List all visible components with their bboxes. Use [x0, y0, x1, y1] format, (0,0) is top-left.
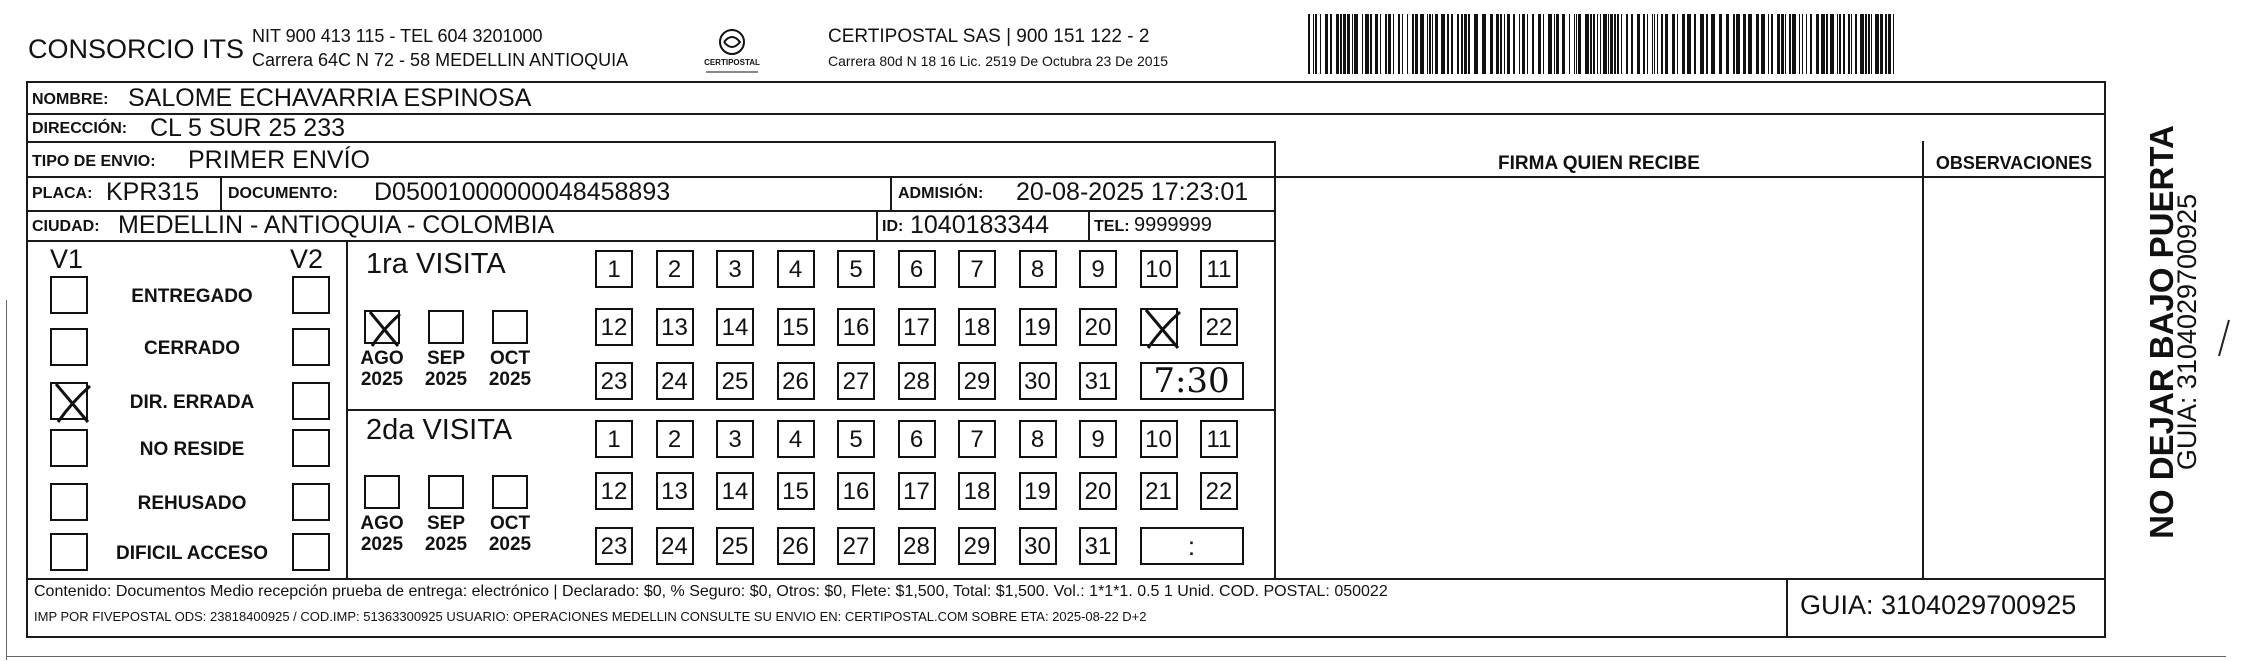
barcode-bar: [1554, 14, 1555, 74]
first-day-box[interactable]: 8: [1019, 250, 1057, 288]
row-sep-footer: [26, 578, 2106, 580]
barcode-bar: [1315, 14, 1317, 74]
status-label: REHUSADO: [137, 493, 247, 514]
month-name: OCT: [489, 513, 531, 534]
barcode-bar: [1365, 14, 1369, 74]
admision-label: ADMISIÓN:: [898, 185, 984, 202]
barcode-bar: [1398, 14, 1400, 74]
barcode-bar: [1474, 14, 1478, 74]
nombre-value: SALOME ECHAVARRIA ESPINOSA: [128, 84, 532, 112]
first-month-label: [421, 348, 471, 390]
barcode-bar: [1687, 14, 1691, 74]
barcode-bar: [1839, 14, 1841, 74]
second-day-box[interactable]: 10: [1140, 420, 1178, 458]
second-month-checkbox[interactable]: [364, 475, 400, 509]
second-day-box[interactable]: 7: [958, 420, 996, 458]
first-day-box[interactable]: 19: [1019, 308, 1057, 346]
barcode-bar: [1538, 14, 1541, 74]
barcode-bar: [1504, 14, 1505, 74]
barcode-bar: [1661, 14, 1663, 74]
barcode-bar: [1672, 14, 1675, 74]
first-day-box[interactable]: 2: [656, 250, 694, 288]
barcode-bar: [1548, 14, 1552, 74]
barcode-bar: [1837, 14, 1838, 74]
admision-value: 20-08-2025 17:23:01: [1016, 178, 1249, 206]
barcode-bar: [1603, 14, 1607, 74]
footer-imp: IMP POR FIVEPOSTAL ODS: 23818400925 / COD.IMP: 51363300925 USUARIO: OPERACIONES MEDELLIN CONSULTE SU ENVIO EN: CERTIPOSTAL.COM SOBRE ETA: 2025-08-22 D+2: [34, 609, 1147, 624]
barcode-bar: [1733, 14, 1735, 74]
barcode-bar: [1781, 14, 1784, 74]
second-month-label: [357, 513, 407, 555]
barcode-bar: [1574, 14, 1575, 74]
barcode-bar: [1830, 14, 1834, 74]
v2-checkbox[interactable]: [292, 276, 330, 314]
barcode-bar: [1665, 14, 1668, 74]
second-day-box[interactable]: 20: [1079, 472, 1117, 510]
first-day-box[interactable]: 1: [595, 250, 633, 288]
barcode-bar: [1768, 14, 1769, 74]
second-month-checkbox[interactable]: [492, 475, 528, 509]
barcode-bar: [1336, 14, 1339, 74]
company-nit: NIT 900 413 115 - TEL 604 3201000: [252, 26, 543, 46]
month-year: 2025: [488, 534, 532, 555]
barcode-bar: [1799, 14, 1800, 74]
first-day-box[interactable]: 9: [1079, 250, 1117, 288]
second-day-box[interactable]: 16: [837, 472, 875, 510]
barcode-bar: [1621, 14, 1622, 74]
barcode-bar: [1843, 14, 1845, 74]
second-day-box[interactable]: 2: [656, 420, 694, 458]
first-day-box[interactable]: 23: [595, 362, 633, 400]
row-sep-5: [26, 240, 1274, 242]
second-day-box[interactable]: 17: [898, 472, 936, 510]
certipostal-logo: [702, 26, 762, 82]
frame-left: [26, 81, 28, 638]
barcode-bar: [1354, 14, 1358, 74]
second-day-box[interactable]: 22: [1200, 472, 1238, 510]
barcode-bar: [1694, 14, 1696, 74]
barcode-bar: [1706, 14, 1708, 74]
v1-checkbox[interactable]: [50, 483, 88, 521]
barcode-bar: [1380, 14, 1381, 74]
second-day-box[interactable]: 24: [656, 527, 694, 565]
frame-right: [2104, 81, 2106, 638]
barcode-bar: [1617, 14, 1619, 74]
v2-checkbox[interactable]: [292, 533, 330, 571]
carrier-address: Carrera 80d N 18 16 Lic. 2519 De Octubra 23 De 2015: [828, 53, 1169, 69]
first-time-box[interactable]: 7:30: [1140, 362, 1244, 400]
barcode-bar: [1519, 14, 1520, 74]
barcode-bar: [1816, 14, 1819, 74]
barcode-bar: [1420, 14, 1424, 74]
barcode-bar: [1826, 14, 1828, 74]
barcode-bar: [1447, 14, 1449, 74]
second-day-box[interactable]: 27: [837, 527, 875, 565]
second-day-box[interactable]: 9: [1079, 420, 1117, 458]
id-label: ID:: [882, 218, 904, 235]
footer-contenido: Contenido: Documentos Medio recepción prueba de entrega: electrónico | Declarado: $0, % Seguro: $0, Otros: $0, Flete: $1,500, Total: $1,500. Vol.: 1*1*1. 0.5 1 Unid. COD. POSTAL: 050022: [34, 583, 1388, 600]
barcode-bar: [1427, 14, 1428, 74]
first-day-box[interactable]: 7: [958, 250, 996, 288]
barcode-bar: [1654, 14, 1655, 74]
barcode-bar: [1600, 14, 1601, 74]
company-address: Carrera 64C N 72 - 58 MEDELLIN ANTIOQUIA: [252, 50, 629, 70]
v2-checkbox[interactable]: [292, 382, 330, 420]
second-month-checkbox[interactable]: [428, 475, 464, 509]
barcode-bar: [1432, 14, 1433, 74]
second-day-box[interactable]: 4: [777, 420, 815, 458]
barcode-bar: [1593, 14, 1595, 74]
second-day-box[interactable]: 15: [777, 472, 815, 510]
barcode-bar: [1711, 14, 1715, 74]
first-day-box[interactable]: 13: [656, 308, 694, 346]
v2-checkbox[interactable]: [292, 483, 330, 521]
status-label: ENTREGADO: [131, 286, 253, 307]
barcode-bar: [1556, 14, 1559, 74]
v2-checkbox[interactable]: [292, 328, 330, 366]
barcode-bar: [1451, 14, 1453, 74]
second-day-box[interactable]: 18: [958, 472, 996, 510]
second-day-box[interactable]: 30: [1019, 527, 1057, 565]
month-year: 2025: [488, 369, 532, 390]
observaciones-header: OBSERVACIONES: [1935, 153, 2093, 173]
barcode-bar: [1362, 14, 1363, 74]
barcode-bar: [1457, 14, 1459, 74]
first-day-box[interactable]: [1140, 308, 1178, 346]
month-name: SEP: [426, 348, 466, 369]
side-notice: NO DEJAR BAJO PUERTA: [2143, 125, 2180, 539]
barcode-bar: [1610, 14, 1613, 74]
first-day-box[interactable]: 5: [837, 250, 875, 288]
second-day-box[interactable]: 28: [898, 527, 936, 565]
ciudad-label: CIUDAD:: [32, 218, 100, 235]
barcode-bar: [1855, 14, 1857, 74]
logo-text: CERTIPOSTAL: [704, 58, 760, 67]
barcode-bar: [1821, 14, 1825, 74]
second-day-box[interactable]: 14: [716, 472, 754, 510]
second-day-box[interactable]: 1: [595, 420, 633, 458]
barcode-bar: [1789, 14, 1791, 74]
barcode-bar: [1647, 14, 1648, 74]
month-name: AGO: [360, 348, 404, 369]
second-day-box[interactable]: 8: [1019, 420, 1057, 458]
barcode-bar: [1441, 14, 1445, 74]
barcode-bar: [1652, 14, 1653, 74]
placa-value: KPR315: [106, 178, 200, 206]
barcode-bar: [1631, 14, 1633, 74]
second-day-box[interactable]: 19: [1019, 472, 1057, 510]
barcode-bar: [1496, 14, 1499, 74]
barcode-bar: [1851, 14, 1852, 74]
barcode-bar: [1865, 14, 1867, 74]
nombre-label: NOMBRE:: [32, 91, 109, 108]
ciudad-value: MEDELLIN - ANTIOQUIA - COLOMBIA: [118, 211, 555, 239]
v2-header: V2: [290, 244, 324, 274]
barcode-bar: [1682, 14, 1685, 74]
barcode-bar: [1464, 14, 1467, 74]
barcode-bar: [1777, 14, 1780, 74]
first-day-box[interactable]: 31: [1079, 362, 1117, 400]
footer-guia: GUIA: 3104029700925: [1800, 590, 2077, 620]
barcode-bar: [1860, 14, 1864, 74]
first-day-box[interactable]: 20: [1079, 308, 1117, 346]
barcode-bar: [1743, 14, 1746, 74]
scan-edge-left: [6, 300, 7, 660]
first-month-label: [485, 348, 535, 390]
barcode-bar: [1461, 14, 1463, 74]
first-day-box[interactable]: 16: [837, 308, 875, 346]
barcode-bar: [1532, 14, 1534, 74]
barcode-bar: [1802, 14, 1803, 74]
barcode-bar: [1388, 14, 1391, 74]
first-day-box[interactable]: 27: [837, 362, 875, 400]
second-day-box[interactable]: 5: [837, 420, 875, 458]
barcode: [1308, 14, 1900, 74]
barcode-bar: [1513, 14, 1515, 74]
barcode-bar: [1893, 14, 1894, 74]
barcode-bar: [1402, 14, 1403, 74]
handwritten-x-mark: [364, 308, 404, 348]
barcode-bar: [1792, 14, 1796, 74]
barcode-bar: [1771, 14, 1773, 74]
first-day-box[interactable]: 11: [1200, 250, 1238, 288]
barcode-bar: [1415, 14, 1418, 74]
documento-value: D05001000000048458893: [374, 178, 671, 206]
first-month-checkbox[interactable]: [428, 310, 464, 344]
tipo-envio-label: TIPO DE ENVIO:: [32, 153, 156, 170]
barcode-bar: [1576, 14, 1577, 74]
barcode-bar: [1393, 14, 1394, 74]
month-year: 2025: [424, 534, 468, 555]
barcode-bar: [1806, 14, 1807, 74]
col-sep-guia: [1786, 578, 1788, 636]
barcode-bar: [1657, 14, 1658, 74]
barcode-bar: [1761, 14, 1765, 74]
first-day-box[interactable]: 29: [958, 362, 996, 400]
barcode-bar: [1637, 14, 1640, 74]
barcode-bar: [1626, 14, 1628, 74]
first-month-label: [357, 348, 407, 390]
second-day-box[interactable]: 29: [958, 527, 996, 565]
tel-value: 9999999: [1134, 214, 1212, 236]
barcode-bar: [1756, 14, 1759, 74]
col-sep-left-section: [1274, 141, 1276, 579]
barcode-bar: [1608, 14, 1609, 74]
barcode-bar: [1308, 14, 1310, 74]
barcode-bar: [1748, 14, 1752, 74]
first-day-box[interactable]: 10: [1140, 250, 1178, 288]
first-day-box[interactable]: 26: [777, 362, 815, 400]
first-day-box[interactable]: 28: [898, 362, 936, 400]
barcode-bar: [1330, 14, 1332, 74]
barcode-bar: [1370, 14, 1372, 74]
v2-checkbox[interactable]: [292, 429, 330, 467]
barcode-bar: [1677, 14, 1678, 74]
second-time-box[interactable]: :: [1140, 527, 1244, 565]
barcode-bar: [1340, 14, 1342, 74]
first-day-box[interactable]: 22: [1200, 308, 1238, 346]
status-label: CERRADO: [143, 338, 241, 359]
first-day-box[interactable]: 18: [958, 308, 996, 346]
barcode-bar: [1429, 14, 1431, 74]
month-year: 2025: [360, 534, 404, 555]
first-month-checkbox[interactable]: [364, 310, 400, 344]
second-day-box[interactable]: 11: [1200, 420, 1238, 458]
col-sep-tel: [1088, 210, 1090, 240]
tipo-envio-value: PRIMER ENVÍO: [188, 146, 370, 174]
col-sep-id: [876, 210, 878, 240]
barcode-bar: [1848, 14, 1850, 74]
barcode-bar: [1375, 14, 1378, 74]
barcode-bar: [1412, 14, 1414, 74]
barcode-bar: [1578, 14, 1581, 74]
barcode-bar: [1726, 14, 1729, 74]
col-sep-placa: [220, 176, 222, 210]
scan-mark: [2215, 318, 2235, 363]
barcode-bar: [1527, 14, 1528, 74]
barcode-bar: [1325, 14, 1328, 74]
first-day-box[interactable]: 12: [595, 308, 633, 346]
barcode-bar: [1482, 14, 1486, 74]
barcode-bar: [1569, 14, 1570, 74]
barcode-bar: [1435, 14, 1438, 74]
tel-label: TEL:: [1094, 218, 1130, 235]
first-visit-title: 1ra VISITA: [366, 248, 506, 280]
first-day-box[interactable]: 15: [777, 308, 815, 346]
direccion-value: CL 5 SUR 25 233: [150, 114, 346, 142]
barcode-bar: [1585, 14, 1589, 74]
first-month-checkbox[interactable]: [492, 310, 528, 344]
barcode-bar: [1590, 14, 1592, 74]
month-year: 2025: [424, 369, 468, 390]
direccion-label: DIRECCIÓN:: [32, 120, 128, 137]
first-day-box[interactable]: 24: [656, 362, 694, 400]
status-label: NO RESIDE: [139, 439, 245, 460]
second-day-box[interactable]: 26: [777, 527, 815, 565]
barcode-bar: [1868, 14, 1870, 74]
barcode-bar: [1347, 14, 1350, 74]
first-day-box[interactable]: 4: [777, 250, 815, 288]
barcode-bar: [1385, 14, 1387, 74]
barcode-bar: [1507, 14, 1510, 74]
barcode-bar: [1500, 14, 1502, 74]
barcode-bar: [1875, 14, 1879, 74]
v1-checkbox[interactable]: [50, 328, 88, 366]
documento-label: DOCUMENTO:: [228, 185, 338, 202]
month-name: OCT: [489, 348, 531, 369]
barcode-bar: [1407, 14, 1408, 74]
barcode-bar: [1562, 14, 1565, 74]
barcode-bar: [1880, 14, 1883, 74]
barcode-bar: [1785, 14, 1786, 74]
barcode-bar: [1700, 14, 1704, 74]
v1-checkbox[interactable]: [50, 382, 88, 420]
v1-header: V1: [50, 244, 84, 274]
v1-checkbox[interactable]: [50, 276, 88, 314]
barcode-bar: [1490, 14, 1493, 74]
second-day-box[interactable]: 12: [595, 472, 633, 510]
firma-header: FIRMA QUIEN RECIBE: [1498, 153, 1700, 174]
second-day-box[interactable]: 6: [898, 420, 936, 458]
first-day-box[interactable]: 6: [898, 250, 936, 288]
barcode-bar: [1614, 14, 1616, 74]
v1-checkbox[interactable]: [50, 429, 88, 467]
placa-label: PLACA:: [32, 185, 93, 202]
barcode-bar: [1468, 14, 1470, 74]
frame-top: [26, 81, 2106, 83]
first-day-box[interactable]: 25: [716, 362, 754, 400]
month-name: AGO: [360, 513, 404, 534]
second-day-box[interactable]: 31: [1079, 527, 1117, 565]
barcode-bar: [1885, 14, 1887, 74]
col-sep-obs: [1922, 141, 1924, 579]
side-guia: GUIA: 3104029700925: [2172, 193, 2202, 471]
col-sep-admision: [890, 176, 892, 210]
barcode-bar: [1888, 14, 1891, 74]
barcode-bar: [1871, 14, 1872, 74]
barcode-bar: [1643, 14, 1645, 74]
second-visit-title: 2da VISITA: [366, 414, 513, 446]
side-notice-block: [2112, 108, 2202, 556]
barcode-bar: [1343, 14, 1346, 74]
barcode-bar: [1719, 14, 1722, 74]
second-month-label: [421, 513, 471, 555]
barcode-bar: [1736, 14, 1740, 74]
status-label: DIR. ERRADA: [129, 392, 255, 413]
second-day-box[interactable]: 23: [595, 527, 633, 565]
scan-edge-bottom: [6, 656, 2226, 657]
second-day-box[interactable]: 21: [1140, 472, 1178, 510]
first-day-box[interactable]: 14: [716, 308, 754, 346]
first-day-box[interactable]: 3: [716, 250, 754, 288]
status-label: DIFICIL ACCESO: [115, 543, 268, 564]
handwritten-x-mark: [1140, 306, 1184, 350]
month-year: 2025: [360, 369, 404, 390]
barcode-bar: [1522, 14, 1525, 74]
second-day-box[interactable]: 25: [716, 527, 754, 565]
barcode-bar: [1543, 14, 1544, 74]
carrier-name: CERTIPOSTAL SAS | 900 151 122 - 2: [828, 26, 1150, 47]
second-day-box[interactable]: 3: [716, 420, 754, 458]
v1-checkbox[interactable]: [50, 533, 88, 571]
first-day-box[interactable]: 17: [898, 308, 936, 346]
id-value: 1040183344: [910, 211, 1050, 239]
barcode-bar: [1320, 14, 1321, 74]
second-day-box[interactable]: 13: [656, 472, 694, 510]
barcode-bar: [1352, 14, 1353, 74]
second-month-label: [485, 513, 535, 555]
month-name: SEP: [426, 513, 466, 534]
visit-divider: [346, 409, 1274, 411]
company-name: CONSORCIO ITS: [28, 34, 245, 64]
first-day-box[interactable]: 30: [1019, 362, 1057, 400]
handwritten-x-mark: [50, 380, 94, 424]
barcode-bar: [1597, 14, 1598, 74]
barcode-bar: [1313, 14, 1314, 74]
barcode-bar: [1810, 14, 1812, 74]
frame-bottom: [26, 636, 2106, 638]
